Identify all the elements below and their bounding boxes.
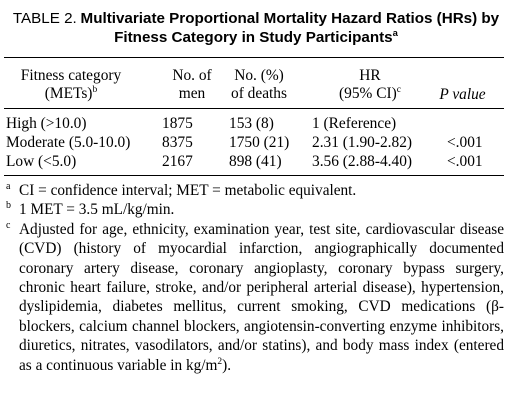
footnote-a (6, 181, 504, 200)
header-fitness-footnote-marker: b (92, 83, 98, 95)
table-title (81, 10, 500, 46)
footnote-marker: c (6, 219, 11, 231)
table-row (0, 153, 511, 172)
header-fitness-unit: (METs) (44, 85, 93, 102)
header-deaths-line2: of deaths (231, 85, 287, 102)
footnote-text (19, 221, 504, 374)
column-header-deaths (230, 67, 288, 103)
cell-number-of-men: 1875 (162, 115, 193, 132)
cell-number-of-men: 2167 (162, 153, 193, 170)
table-number: TABLE 2. (12, 10, 77, 27)
column-header-hazard-ratio (325, 67, 415, 103)
header-hr-line2 (325, 85, 415, 103)
cell-p-value: <.001 (447, 134, 483, 151)
footnote-marker: b (6, 200, 11, 212)
cell-p-value: <.001 (447, 153, 483, 170)
column-header-p-value: P value (439, 86, 486, 103)
table-bottom-rule (4, 175, 504, 176)
table-header-rule (4, 108, 504, 109)
footnote-unit-superscript: 2 (217, 356, 223, 367)
cell-hazard-ratio: 3.56 (2.88-4.40) (312, 153, 413, 170)
header-fitness-line1: Fitness category (20, 67, 122, 84)
cell-number-of-men: 8375 (162, 134, 193, 151)
cell-deaths: 1750 (21) (229, 134, 290, 151)
column-header-number-of-men (162, 67, 222, 103)
footnote-marker: a (6, 181, 11, 192)
table-title-footnote-marker: a (392, 26, 398, 38)
cell-fitness-category: Moderate (5.0-10.0) (6, 134, 131, 151)
cell-hazard-ratio: 1 (Reference) (312, 115, 397, 132)
header-hr-footnote-marker: c (396, 83, 401, 95)
table-row (0, 115, 511, 134)
cell-deaths: 153 (8) (229, 115, 274, 132)
footnote-text-tail: ). (222, 356, 232, 374)
cell-deaths: 898 (41) (229, 153, 282, 170)
table-caption (6, 9, 506, 47)
table-row (0, 134, 511, 153)
footnote-c (6, 220, 504, 375)
header-fitness-line2 (6, 85, 136, 103)
table-title-text: Multivariate Proportional Mortality Hazard Ratios (HRs) by Fitness Category in Study Participants (80, 10, 500, 46)
header-deaths-line1: No. (%) (234, 67, 284, 84)
cell-fitness-category: High (>10.0) (6, 115, 87, 132)
header-hr-line1: HR (359, 67, 381, 84)
header-men-line1: No. of (172, 67, 212, 84)
footnote-text: CI = confidence interval; MET = metabolic equivalent. (19, 182, 357, 199)
header-hr-ci: (95% CI) (339, 85, 397, 102)
cell-hazard-ratio: 2.31 (1.90-2.82) (312, 134, 413, 151)
footnote-text: 1 MET = 3.5 mL/kg/min. (19, 201, 175, 219)
table-footnotes (6, 181, 504, 375)
table-top-rule (4, 57, 504, 58)
cell-fitness-category: Low (<5.0) (6, 153, 77, 170)
column-header-fitness-category (6, 67, 136, 103)
footnote-text-body: Adjusted for age, ethnicity, examination year, test site, cardiovascular disease (CVD) (history of myocardial infarction, angiographically documented coronary artery disease, coronary angioplasty, coronary bypass surgery, chronic heart failure, stroke, and/or peripheral arterial disease), hypertension, dyslipidemia, diabetes mellitus, current smoking, CVD medications (β-blockers, calcium channel blockers, angiotensin-converting enzyme inhibitors, diuretics, nitrates, vasodilators, and/or statins), and body mass index (entered as a continuous variable in kg/m (19, 220, 504, 374)
header-men-line2: men (178, 85, 206, 102)
footnote-b (6, 200, 504, 219)
